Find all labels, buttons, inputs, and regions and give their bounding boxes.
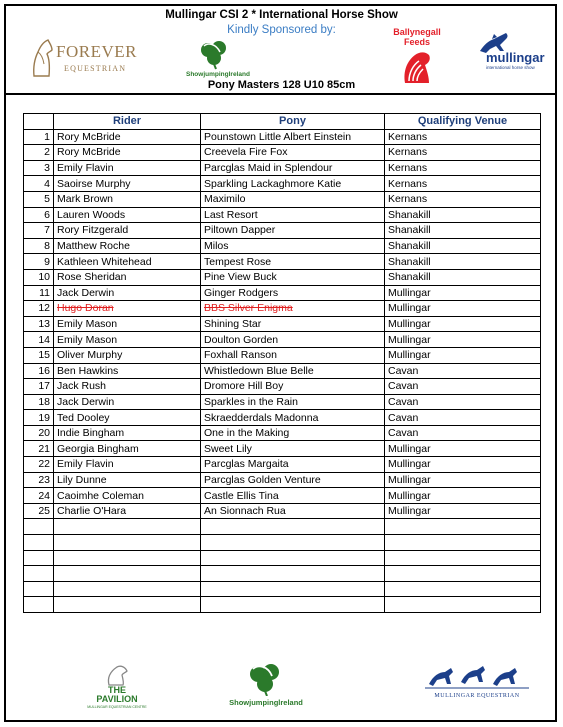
pony-cell: Ginger Rodgers <box>201 285 385 301</box>
entry-number: 6 <box>24 207 54 223</box>
showjumping-ireland-logo-bottom <box>222 660 310 710</box>
rider-cell: Rose Sheridan <box>54 269 201 285</box>
venue-cell: Mullingar <box>385 316 541 332</box>
venue-cell: Cavan <box>385 363 541 379</box>
rider-cell: Georgia Bingham <box>54 441 201 457</box>
empty-cell <box>385 566 541 582</box>
empty-row <box>24 550 541 566</box>
pony-cell: Sweet Lily <box>201 441 385 457</box>
empty-cell <box>24 550 54 566</box>
pony-cell: Piltown Dapper <box>201 223 385 239</box>
empty-cell <box>24 519 54 535</box>
entries-body <box>24 129 541 612</box>
table-row <box>24 223 541 239</box>
entry-number: 15 <box>24 347 54 363</box>
entry-number: 17 <box>24 379 54 395</box>
pony-cell: Shining Star <box>201 316 385 332</box>
empty-cell <box>201 519 385 535</box>
sponsor-line: Kindly Sponsored by: <box>227 24 336 36</box>
rider-column-header: Rider <box>54 114 201 130</box>
sji-bottom-logo-name: Showjumpinglreland <box>229 698 303 707</box>
rider-cell: Jack Rush <box>54 379 201 395</box>
table-row <box>24 332 541 348</box>
rider-cell: Emily Mason <box>54 316 201 332</box>
pony-cell: Foxhall Ranson <box>201 347 385 363</box>
empty-cell <box>385 519 541 535</box>
rider-cell: Jack Derwin <box>54 394 201 410</box>
pony-cell: Skraedderdals Madonna <box>201 410 385 426</box>
entry-number: 25 <box>24 503 54 519</box>
table-header-row <box>24 114 541 130</box>
pony-cell: Maximilo <box>201 191 385 207</box>
rider-cell: Jack Derwin <box>54 285 201 301</box>
venue-cell: Shanakill <box>385 254 541 270</box>
pony-cell: Doulton Gorden <box>201 332 385 348</box>
rider-cell: Emily Flavin <box>54 457 201 473</box>
table-row <box>24 425 541 441</box>
mullingar-equestrian-logo <box>425 660 529 704</box>
empty-cell <box>54 535 201 551</box>
venue-cell: Mullingar <box>385 301 541 317</box>
table-row <box>24 129 541 145</box>
horse-head-icon <box>30 36 56 80</box>
pony-cell: Parcglas Margaita <box>201 457 385 473</box>
table-row <box>24 379 541 395</box>
table-row <box>24 207 541 223</box>
table-row <box>24 269 541 285</box>
red-horse-head-icon <box>389 27 445 85</box>
showjumping-ireland-logo <box>186 38 250 80</box>
rider-cell: Emily Mason <box>54 332 201 348</box>
empty-cell <box>54 566 201 582</box>
shamrock-horse-icon <box>186 38 244 70</box>
rider-cell: Indie Bingham <box>54 425 201 441</box>
rider-cell: Ben Hawkins <box>54 363 201 379</box>
empty-row <box>24 597 541 613</box>
galloping-horses-icon <box>425 660 529 690</box>
pony-cell: Sparkles in the Rain <box>201 394 385 410</box>
entry-number: 22 <box>24 457 54 473</box>
empty-cell <box>54 581 201 597</box>
pony-cell: Castle Ellis Tina <box>201 488 385 504</box>
pony-cell: Dromore Hill Boy <box>201 379 385 395</box>
rider-cell: Hugo Doran <box>54 301 201 317</box>
pony-cell: BBS Silver Enigma <box>201 301 385 317</box>
venue-cell: Mullingar <box>385 347 541 363</box>
sji-logo-name: Showjumpinglreland <box>186 71 250 78</box>
entry-number: 19 <box>24 410 54 426</box>
pony-cell: Tempest Rose <box>201 254 385 270</box>
horse-head-icon <box>85 661 149 687</box>
venue-cell: Mullingar <box>385 332 541 348</box>
empty-cell <box>385 597 541 613</box>
empty-cell <box>201 566 385 582</box>
venue-cell: Kernans <box>385 145 541 161</box>
pony-cell: One in the Making <box>201 425 385 441</box>
entry-number: 14 <box>24 332 54 348</box>
empty-cell <box>385 581 541 597</box>
rider-cell: Oliver Murphy <box>54 347 201 363</box>
empty-row <box>24 519 541 535</box>
venue-cell: Mullingar <box>385 285 541 301</box>
venue-cell: Kernans <box>385 129 541 145</box>
show-title: Mullingar CSI 2 * International Horse Show <box>165 9 398 21</box>
empty-cell <box>201 597 385 613</box>
pony-cell: An Sionnach Rua <box>201 503 385 519</box>
entry-number: 24 <box>24 488 54 504</box>
venue-cell: Mullingar <box>385 457 541 473</box>
venue-cell: Kernans <box>385 160 541 176</box>
rider-cell: Emily Flavin <box>54 160 201 176</box>
empty-cell <box>24 535 54 551</box>
mullingar-equestrian-name: MULLINGAR EQUESTRIAN <box>434 693 520 699</box>
rider-cell: Rory McBride <box>54 129 201 145</box>
pony-cell: Pine View Buck <box>201 269 385 285</box>
entry-number: 23 <box>24 472 54 488</box>
entry-number: 11 <box>24 285 54 301</box>
venue-cell: Cavan <box>385 394 541 410</box>
entry-number: 10 <box>24 269 54 285</box>
number-column-header <box>24 114 54 130</box>
shamrock-horse-icon <box>222 660 310 696</box>
venue-cell: Cavan <box>385 379 541 395</box>
ballynegall-feeds-logo <box>389 27 445 85</box>
table-row <box>24 488 541 504</box>
empty-cell <box>54 519 201 535</box>
table-row <box>24 254 541 270</box>
venue-cell: Mullingar <box>385 488 541 504</box>
mullingar-horse-show-logo <box>460 31 544 77</box>
entry-number: 1 <box>24 129 54 145</box>
table-row <box>24 191 541 207</box>
venue-cell: Mullingar <box>385 503 541 519</box>
entry-number: 2 <box>24 145 54 161</box>
pony-cell: Parcglas Maid in Splendour <box>201 160 385 176</box>
venue-cell: Shanakill <box>385 238 541 254</box>
empty-cell <box>24 597 54 613</box>
table-row <box>24 394 541 410</box>
mullingar-logo-sub: international horse show <box>486 65 535 70</box>
pony-cell: Pounstown Little Albert Einstein <box>201 129 385 145</box>
entry-number: 18 <box>24 394 54 410</box>
venue-cell: Shanakill <box>385 207 541 223</box>
rider-cell: Rory Fitzgerald <box>54 223 201 239</box>
entry-number: 13 <box>24 316 54 332</box>
entry-number: 20 <box>24 425 54 441</box>
pony-cell: Last Resort <box>201 207 385 223</box>
pavilion-name: PAVILION <box>96 694 138 704</box>
empty-row <box>24 566 541 582</box>
entry-number: 7 <box>24 223 54 239</box>
forever-logo-name: FOREVER <box>56 42 137 61</box>
rider-cell: Lauren Woods <box>54 207 201 223</box>
rider-cell: Matthew Roche <box>54 238 201 254</box>
pony-cell: Whistledown Blue Belle <box>201 363 385 379</box>
empty-row <box>24 535 541 551</box>
venue-cell: Cavan <box>385 425 541 441</box>
entry-number: 8 <box>24 238 54 254</box>
empty-cell <box>385 550 541 566</box>
table-row <box>24 301 541 317</box>
forever-equestrian-logo <box>30 36 137 80</box>
rider-cell: Rory McBride <box>54 145 201 161</box>
venue-cell: Mullingar <box>385 441 541 457</box>
table-row <box>24 285 541 301</box>
entry-number: 3 <box>24 160 54 176</box>
empty-cell <box>201 550 385 566</box>
entries-table <box>23 113 541 613</box>
venue-column-header: Qualifying Venue <box>385 114 541 130</box>
table-row <box>24 410 541 426</box>
empty-cell <box>385 535 541 551</box>
ballynegall-feeds: Feeds <box>403 37 430 47</box>
table-row <box>24 316 541 332</box>
rider-cell: Mark Brown <box>54 191 201 207</box>
empty-cell <box>24 566 54 582</box>
table-row <box>24 457 541 473</box>
table-row <box>24 176 541 192</box>
table-row <box>24 145 541 161</box>
entry-number: 9 <box>24 254 54 270</box>
entry-number: 12 <box>24 301 54 317</box>
pavilion-logo <box>85 661 149 711</box>
table-row <box>24 363 541 379</box>
venue-cell: Kernans <box>385 191 541 207</box>
empty-row <box>24 581 541 597</box>
pavilion-the: THE <box>108 685 126 695</box>
pavilion-sub: MULLINGAR EQUESTRIAN CENTRE <box>87 705 147 709</box>
table-row <box>24 472 541 488</box>
venue-cell: Shanakill <box>385 269 541 285</box>
table-row <box>24 503 541 519</box>
empty-cell <box>201 535 385 551</box>
empty-cell <box>54 597 201 613</box>
entry-number: 16 <box>24 363 54 379</box>
rider-cell: Lily Dunne <box>54 472 201 488</box>
rider-cell: Saoirse Murphy <box>54 176 201 192</box>
forever-logo-sub: EQUESTRIAN <box>64 64 127 73</box>
venue-cell: Shanakill <box>385 223 541 239</box>
table-row <box>24 441 541 457</box>
venue-cell: Kernans <box>385 176 541 192</box>
class-title: Pony Masters 128 U10 85cm <box>207 79 356 91</box>
empty-cell <box>54 550 201 566</box>
entry-number: 4 <box>24 176 54 192</box>
rider-cell: Caoimhe Coleman <box>54 488 201 504</box>
rider-cell: Kathleen Whitehead <box>54 254 201 270</box>
entry-number: 5 <box>24 191 54 207</box>
table-row <box>24 160 541 176</box>
pony-column-header: Pony <box>201 114 385 130</box>
mullingar-logo-name: mullingar <box>486 50 545 65</box>
pony-cell: Creevela Fire Fox <box>201 145 385 161</box>
pony-cell: Parcglas Golden Venture <box>201 472 385 488</box>
entry-number: 21 <box>24 441 54 457</box>
rider-cell: Charlie O'Hara <box>54 503 201 519</box>
rider-cell: Ted Dooley <box>54 410 201 426</box>
venue-cell: Cavan <box>385 410 541 426</box>
empty-cell <box>24 581 54 597</box>
ballynegall-name: Ballynegall <box>393 27 441 37</box>
venue-cell: Mullingar <box>385 472 541 488</box>
pony-cell: Milos <box>201 238 385 254</box>
pony-cell: Sparkling Lackaghmore Katie <box>201 176 385 192</box>
table-row <box>24 238 541 254</box>
empty-cell <box>201 581 385 597</box>
table-row <box>24 347 541 363</box>
